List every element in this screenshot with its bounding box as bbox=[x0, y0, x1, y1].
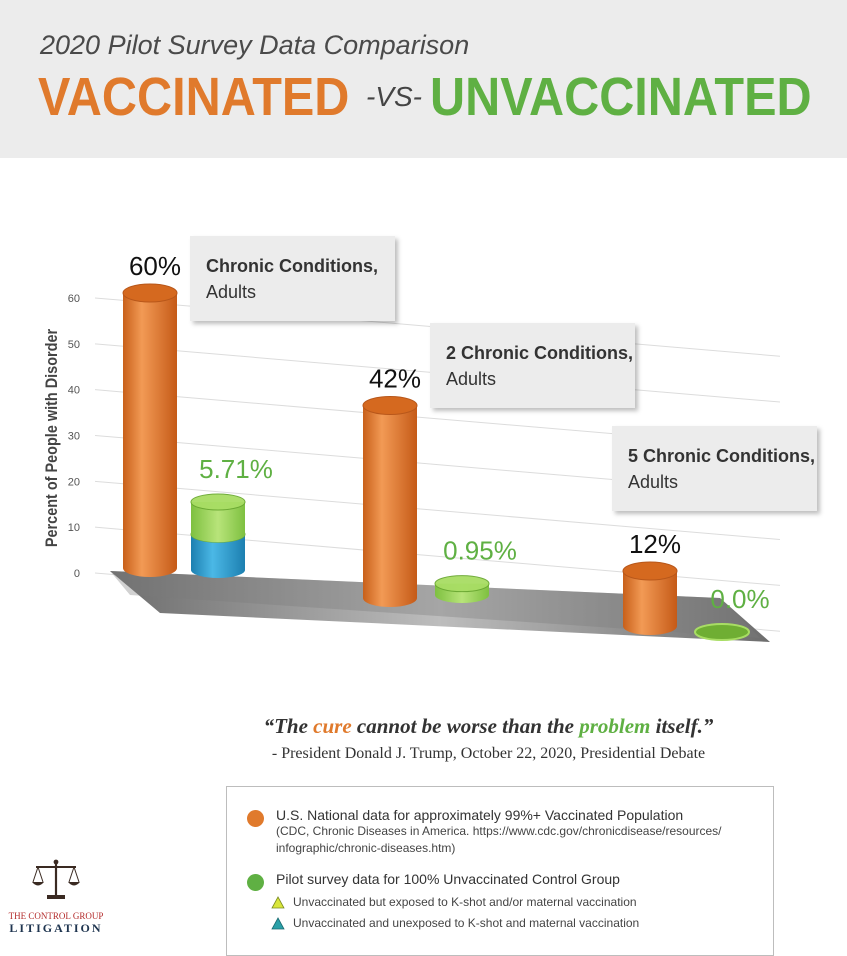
chart-legend bbox=[226, 786, 774, 956]
legend-sub2-label: Unvaccinated and unexposed to K-shot and maternal vaccination bbox=[293, 916, 640, 930]
vaccinated-value-label: 60% bbox=[128, 251, 182, 281]
y-tick-label: 20 bbox=[67, 476, 80, 489]
yellow-triangle-icon bbox=[271, 896, 285, 909]
y-axis-label: Percent of People with Disorder bbox=[42, 328, 62, 548]
y-tick-label: 50 bbox=[67, 338, 80, 351]
y-tick-label: 0 bbox=[73, 568, 80, 580]
category-label-box bbox=[190, 236, 395, 321]
scales-of-justice-icon bbox=[30, 858, 82, 902]
category-label-box bbox=[612, 426, 817, 511]
quote-cure: cure bbox=[313, 714, 352, 738]
quote-attribution: - President Donald J. Trump, October 22, 2020, Presidential Debate bbox=[271, 745, 706, 762]
category-label-line-1: 5 Chronic Conditions, bbox=[628, 446, 815, 466]
vaccinated-value-label: 42% bbox=[368, 363, 422, 394]
page-title bbox=[38, 66, 847, 128]
legend-subitem-exposed bbox=[271, 895, 637, 909]
vaccinated-bar-top bbox=[623, 562, 677, 580]
title-unvaccinated: UNVACCINATED bbox=[430, 67, 812, 127]
quote-mid: cannot be worse than the bbox=[351, 714, 580, 738]
header-banner bbox=[0, 0, 847, 158]
quote-problem: problem bbox=[579, 714, 651, 738]
category-label-line-1: Chronic Conditions, bbox=[206, 256, 378, 276]
category-label-line-2: Adults bbox=[206, 282, 257, 302]
legend-unvaccinated-label: Pilot survey data for 100% Unvaccinated Control Group bbox=[276, 871, 620, 887]
vaccinated-bar bbox=[123, 293, 177, 577]
vaccinated-bar bbox=[623, 571, 677, 635]
unvaccinated-value-label: 0.95% bbox=[443, 535, 517, 566]
y-tick-label: 40 bbox=[67, 384, 80, 397]
vaccinated-bar-top bbox=[363, 397, 417, 415]
orange-dot-icon bbox=[247, 810, 264, 827]
title-vaccinated: VACCINATED bbox=[38, 67, 350, 127]
category-label-box bbox=[430, 323, 635, 408]
page-subtitle: 2020 Pilot Survey Data Comparison bbox=[40, 30, 470, 60]
y-tick-label: 60 bbox=[67, 293, 80, 305]
vaccinated-value-label: 12% bbox=[628, 529, 682, 559]
logo-line-1: THE CONTROL GROUP bbox=[8, 911, 104, 921]
quote-open: “The bbox=[263, 714, 314, 738]
unvaccinated-bar-disc bbox=[695, 624, 749, 640]
unvaccinated-bar-top bbox=[435, 576, 489, 592]
bar-chart bbox=[0, 158, 847, 678]
vaccinated-bar bbox=[363, 406, 417, 608]
y-tick-label: 10 bbox=[67, 522, 80, 535]
title-vs: -VS- bbox=[366, 81, 422, 112]
logo bbox=[8, 858, 104, 936]
legend-item-unvaccinated bbox=[247, 871, 620, 891]
category-label-line-1: 2 Chronic Conditions, bbox=[446, 343, 633, 363]
category-label-line-2: Adults bbox=[628, 472, 679, 492]
quote-text bbox=[130, 714, 847, 739]
quote-close: itself.” bbox=[650, 714, 714, 738]
unvaccinated-value-label: 0.0% bbox=[710, 584, 770, 614]
quote-block bbox=[0, 714, 847, 763]
legend-subitem-unexposed bbox=[271, 916, 639, 930]
category-label-line-2: Adults bbox=[446, 369, 497, 389]
y-tick-label: 30 bbox=[67, 430, 80, 443]
teal-triangle-icon bbox=[271, 917, 285, 930]
legend-sub1-label: Unvaccinated but exposed to K-shot and/or maternal vaccination bbox=[293, 895, 637, 909]
green-dot-icon bbox=[247, 874, 264, 891]
vaccinated-bar-top bbox=[123, 284, 177, 302]
legend-vaccinated-label: U.S. National data for approximately 99%+ Vaccinated Population bbox=[276, 807, 684, 823]
legend-vaccinated-source: (CDC, Chronic Diseases in America. https://www.cdc.gov/chronicdisease/resources/ bbox=[276, 824, 722, 838]
legend-vaccinated-source-2: infographic/chronic-diseases.htm) bbox=[276, 841, 456, 855]
logo-line-2: LITIGATION bbox=[9, 921, 103, 935]
legend-item-vaccinated bbox=[247, 807, 722, 857]
unvaccinated-bar-top bbox=[191, 494, 245, 510]
unvaccinated-value-label: 5.71% bbox=[199, 453, 273, 484]
